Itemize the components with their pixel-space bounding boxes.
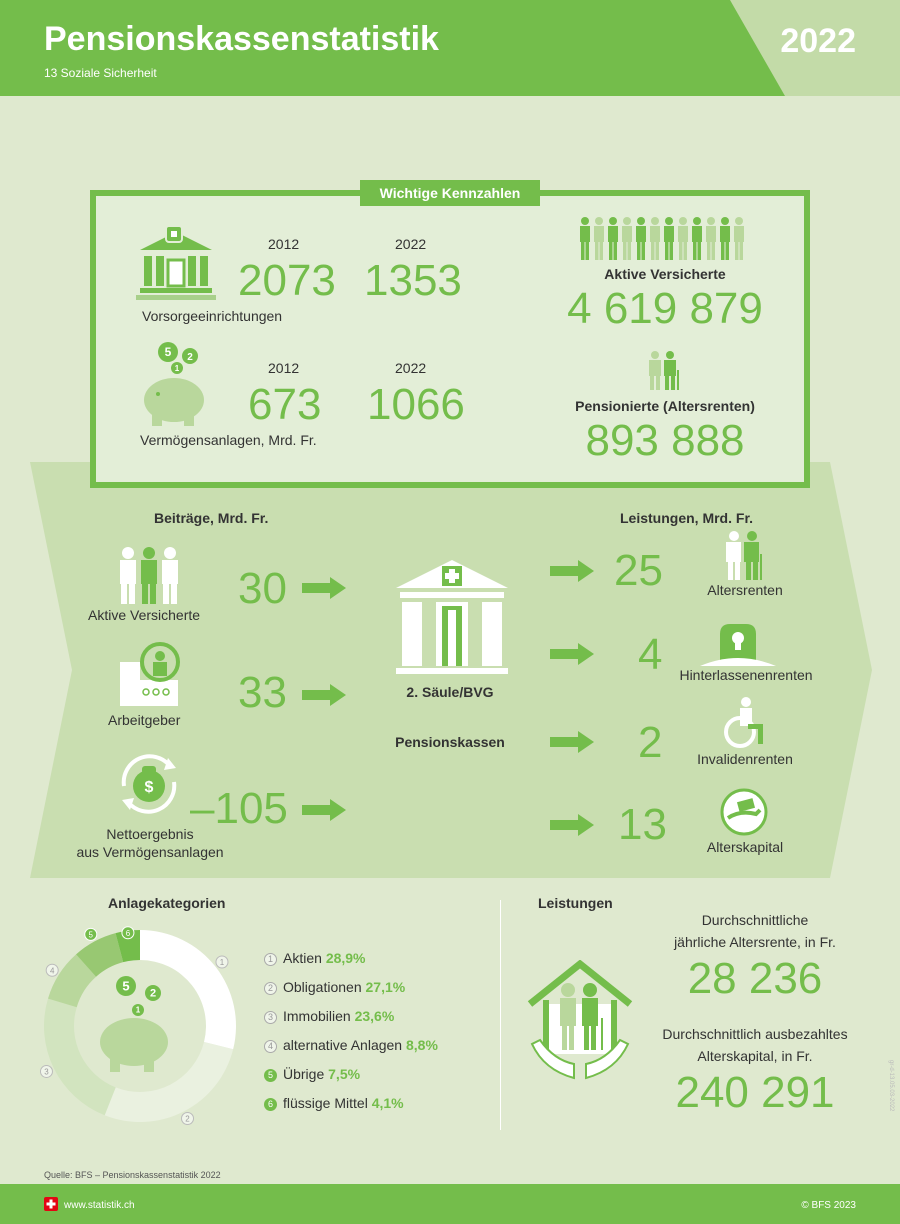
legend-item xyxy=(264,1006,394,1026)
legend-value: 27,1% xyxy=(365,979,406,995)
donut-marker-label: 2 xyxy=(185,1114,190,1124)
person-figure xyxy=(706,217,716,260)
person-figure xyxy=(594,217,604,260)
anlage-donut-chart xyxy=(40,926,240,1126)
donut-marker-label: 4 xyxy=(49,966,55,976)
vorsorge-label: Vorsorgeeinrichtungen xyxy=(142,308,283,324)
kennzahlen-label: Wichtige Kennzahlen xyxy=(360,180,540,206)
arrow-out-1 xyxy=(550,560,594,582)
rente-label-1: Durchschnittliche xyxy=(701,912,809,928)
beitraege-title: Beiträge, Mrd. Fr. xyxy=(154,510,269,526)
arrow-out-2 xyxy=(550,643,594,665)
leistungen-title: Leistungen xyxy=(538,895,613,911)
legend-label: Übrige xyxy=(283,1066,329,1082)
people-row-icon xyxy=(578,216,750,262)
legend-label: flüssige Mittel xyxy=(283,1095,372,1111)
legend-number: 3 xyxy=(264,1011,277,1024)
legend-value: 4,1% xyxy=(371,1095,404,1111)
donut-marker-label: 5 xyxy=(88,930,93,940)
retirees-icon xyxy=(722,530,764,582)
vermoegen-value-1: 673 xyxy=(248,380,322,429)
legend-value: 8,8% xyxy=(405,1037,438,1053)
footer-copyright: © BFS 2023 xyxy=(801,1200,856,1211)
donut-piggy-icon xyxy=(100,976,168,1072)
legend-item xyxy=(264,1093,404,1113)
page-year: 2022 xyxy=(780,22,856,60)
bvg-building-icon xyxy=(394,558,510,676)
legend-value: 7,5% xyxy=(328,1066,361,1082)
rente-label-2: jährliche Altersrente, in Fr. xyxy=(674,934,836,950)
person-figure xyxy=(664,217,674,260)
vermoegen-year-2: 2022 xyxy=(395,360,427,376)
legend-number: 2 xyxy=(264,982,277,995)
output-label-altersrenten: Altersrenten xyxy=(707,582,783,598)
output-value-invaliden: 2 xyxy=(638,718,663,767)
person-figure xyxy=(580,217,590,260)
person-figure xyxy=(734,217,744,260)
donut-marker-label: 1 xyxy=(219,957,225,967)
employer-icon xyxy=(116,640,182,708)
svg-text:5: 5 xyxy=(122,978,130,994)
input-label-arbeitgeber: Arbeitgeber xyxy=(108,712,181,728)
coin-two: 2 xyxy=(187,352,193,363)
input-value-arbeitgeber: 33 xyxy=(238,668,287,717)
kapital-label-1: Durchschnittlich ausbezahltes xyxy=(662,1026,848,1042)
vermoegen-value-2: 1066 xyxy=(367,380,465,429)
output-label-invaliden: Invalidenrenten xyxy=(697,751,793,767)
person-figure xyxy=(622,217,632,260)
legend-label: alternative Anlagen xyxy=(283,1037,406,1053)
legend-item xyxy=(264,977,405,997)
pensionierte-label: Pensionierte (Altersrenten) xyxy=(575,398,755,414)
arrow-in-1 xyxy=(302,577,346,599)
output-value-alterskapital: 13 xyxy=(618,800,667,849)
source-note: Quelle: BFS – Pensionskassenstatistik 2022 xyxy=(44,1170,221,1180)
input-label-netto-2: aus Vermögensanlagen xyxy=(76,844,224,860)
legend-item xyxy=(264,1064,360,1084)
svg-text:$: $ xyxy=(144,779,154,796)
vorsorge-value-2: 1353 xyxy=(364,256,462,305)
legend-label: Immobilien xyxy=(283,1008,355,1024)
money-cycle-icon xyxy=(114,752,184,816)
vorsorge-year-2: 2022 xyxy=(395,236,427,252)
arrow-in-3 xyxy=(302,799,346,821)
pensioners-icon xyxy=(645,350,681,392)
donut-marker-label: 3 xyxy=(44,1067,49,1077)
gravestone-icon xyxy=(700,620,776,666)
legend-number: 1 xyxy=(264,953,277,966)
person-figure xyxy=(650,217,660,260)
kapital-label-2: Alterskapital, in Fr. xyxy=(697,1048,813,1064)
aktive-label: Aktive Versicherte xyxy=(604,266,726,282)
input-value-netto: –105 xyxy=(190,784,288,833)
coin-five: 5 xyxy=(164,345,172,359)
legend-number: 5 xyxy=(264,1069,277,1082)
input-label-netto-1: Nettoergebnis xyxy=(106,826,194,842)
person-figure xyxy=(636,217,646,260)
output-label-alterskapital: Alterskapital xyxy=(706,839,784,855)
legend-value: 23,6% xyxy=(354,1008,395,1024)
vermoegen-label: Vermögensanlagen, Mrd. Fr. xyxy=(140,432,317,448)
output-value-hinterlassenen: 4 xyxy=(638,630,663,679)
center-label-1: 2. Säule/BVG xyxy=(406,684,494,700)
person-figure xyxy=(678,217,688,260)
section-divider xyxy=(500,900,501,1130)
center-label-2: Pensionskassen xyxy=(395,734,505,750)
legend-label: Obligationen xyxy=(283,979,366,995)
vorsorge-value-1: 2073 xyxy=(238,256,336,305)
donut-slice-3 xyxy=(44,999,116,1116)
bank-icon xyxy=(136,224,216,302)
svg-text:2: 2 xyxy=(149,987,157,1000)
piggy-bank-icon xyxy=(140,340,212,430)
input-value-aktive: 30 xyxy=(238,564,287,613)
hand-money-icon xyxy=(720,788,768,836)
wheelchair-icon xyxy=(720,696,768,748)
footer-url[interactable]: www.statistik.ch xyxy=(64,1200,135,1211)
legend-number: 6 xyxy=(264,1098,277,1111)
header-bar xyxy=(0,0,900,96)
swiss-flag-icon xyxy=(44,1197,58,1211)
leistungen-flow-title: Leistungen, Mrd. Fr. xyxy=(620,510,754,526)
vorsorge-year-1: 2012 xyxy=(268,236,300,252)
arrow-out-3 xyxy=(550,731,594,753)
kapital-value: 240 291 xyxy=(675,1068,835,1117)
coin-one: 1 xyxy=(174,364,180,373)
input-label-aktive: Aktive Versicherte xyxy=(88,607,201,623)
person-figure xyxy=(692,217,702,260)
person-figure xyxy=(608,217,618,260)
pensionierte-value: 893 888 xyxy=(585,416,745,465)
legend-item xyxy=(264,1035,438,1055)
footer-bar xyxy=(0,1184,900,1224)
header-accent xyxy=(610,0,900,96)
arrow-in-2 xyxy=(302,684,346,706)
graphic-code: gr-d-13.05.03-2022 xyxy=(888,1060,894,1112)
rente-value: 28 236 xyxy=(687,954,823,1003)
legend-number: 4 xyxy=(264,1040,277,1053)
house-care-icon xyxy=(524,960,636,1084)
legend-item xyxy=(264,948,366,968)
output-label-hinterlassenen: Hinterlassenenrenten xyxy=(679,667,813,683)
legend-label: Aktien xyxy=(283,950,326,966)
donut-marker-label: 6 xyxy=(125,928,131,938)
output-value-altersrenten: 25 xyxy=(614,546,663,595)
anlage-title: Anlagekategorien xyxy=(108,895,226,911)
person-figure xyxy=(720,217,730,260)
page-title: Pensionskassenstatistik xyxy=(44,20,439,58)
active-insured-icon xyxy=(116,546,182,606)
legend-value: 28,9% xyxy=(325,950,366,966)
aktive-value: 4 619 879 xyxy=(567,284,763,333)
page-subtitle: 13 Soziale Sicherheit xyxy=(44,66,157,80)
svg-text:1: 1 xyxy=(135,1005,141,1015)
vermoegen-year-1: 2012 xyxy=(268,360,300,376)
arrow-out-4 xyxy=(550,814,594,836)
